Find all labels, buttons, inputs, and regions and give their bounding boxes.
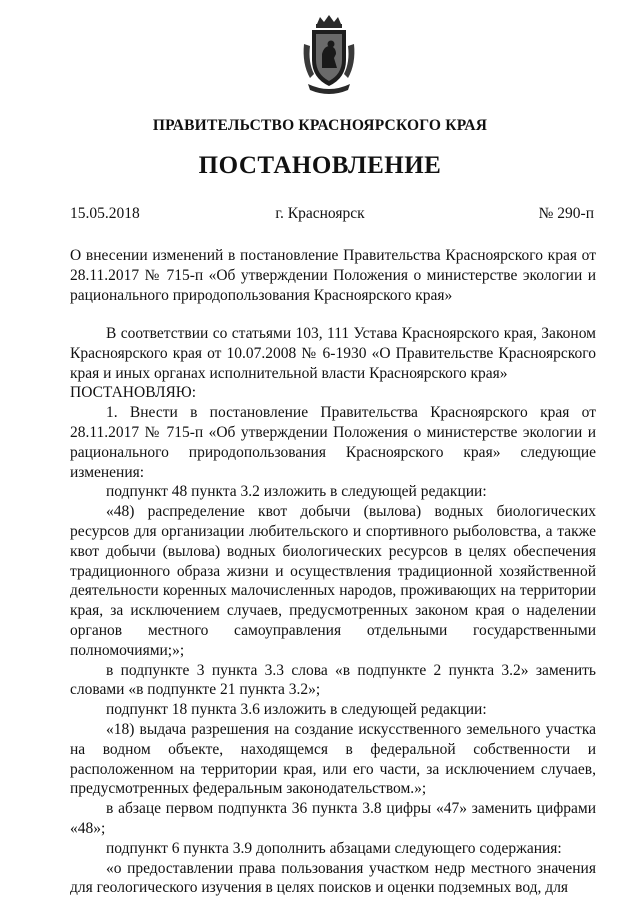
government-name: ПРАВИТЕЛЬСТВО КРАСНОЯРСКОГО КРАЯ [152, 117, 488, 134]
paragraph: 1. Внести в постановление Правительства Красноярского края от 28.11.2017 № 715-п «Об утверждении Положения о министерстве экологии и рационального природопользования Красноярского края» следующие изменения: [70, 404, 596, 481]
document-type: ПОСТАНОВЛЕНИЕ [198, 152, 442, 179]
document-date: 15.05.2018 [70, 205, 140, 222]
document-city: г. Красноярск [275, 205, 365, 222]
coat-of-arms-icon [300, 14, 358, 94]
paragraph: подпункт 48 пункта 3.2 изложить в следующей редакции: [106, 483, 487, 501]
document-number: № 290-п [538, 205, 594, 222]
paragraph: «18) выдача разрешения на создание искусственного земельного участка на водном объекте, находящемся в федеральной собственности и расположенном на территории края, или его части, за исключением случаев, предусмотренных федеральным законодательством.»; [70, 720, 596, 798]
paragraph: «о предоставлении права пользования участком недр местного значения для геологического изучения в целях поисков и оценки подземных вод, для [70, 859, 596, 897]
paragraph: В соответствии со статьями 103, 111 Устава Красноярского края, Законом Красноярского края от 10.07.2008 № 6-1930 «О Правительстве Красноярского края и иных органах исполнительной власти Красноярского края» [70, 325, 596, 382]
document-subject: О внесении изменений в постановление Правительства Красноярского края от 28.11.2017 № 715-п «Об утверждении Положения о министерстве экологии и рационального природопользования Красноярского края» [70, 247, 596, 304]
paragraph: в подпункте 3 пункта 3.3 слова «в подпункте 2 пункта 3.2» заменить словами «в подпункте 21 пункта 3.2»; [70, 661, 596, 699]
document-body [70, 324, 596, 898]
paragraph: подпункт 6 пункта 3.9 дополнить абзацами следующего содержания: [106, 839, 562, 857]
paragraph: в абзаце первом подпункта 36 пункта 3.8 цифры «47» заменить цифрами «48»; [70, 800, 596, 837]
paragraph: «48) распределение квот добычи (вылова) водных биологических ресурсов для организации любительского и спортивного рыболовства, а также квот добычи (вылова) водных биологических ресурсов в целях обеспечения традиционного образа жизни и осуществления традиционной хозяйственной деятельности коренных малочисленных народов, проживающих на территории края, за исключением случаев, предусмотренных законом края о наделении органов местного самоуправления отдельными государственными полномочиями;»; [70, 503, 596, 659]
paragraph: подпункт 18 пункта 3.6 изложить в следующей редакции: [106, 701, 487, 719]
resolve-line: ПОСТАНОВЛЯЮ: [70, 384, 197, 402]
